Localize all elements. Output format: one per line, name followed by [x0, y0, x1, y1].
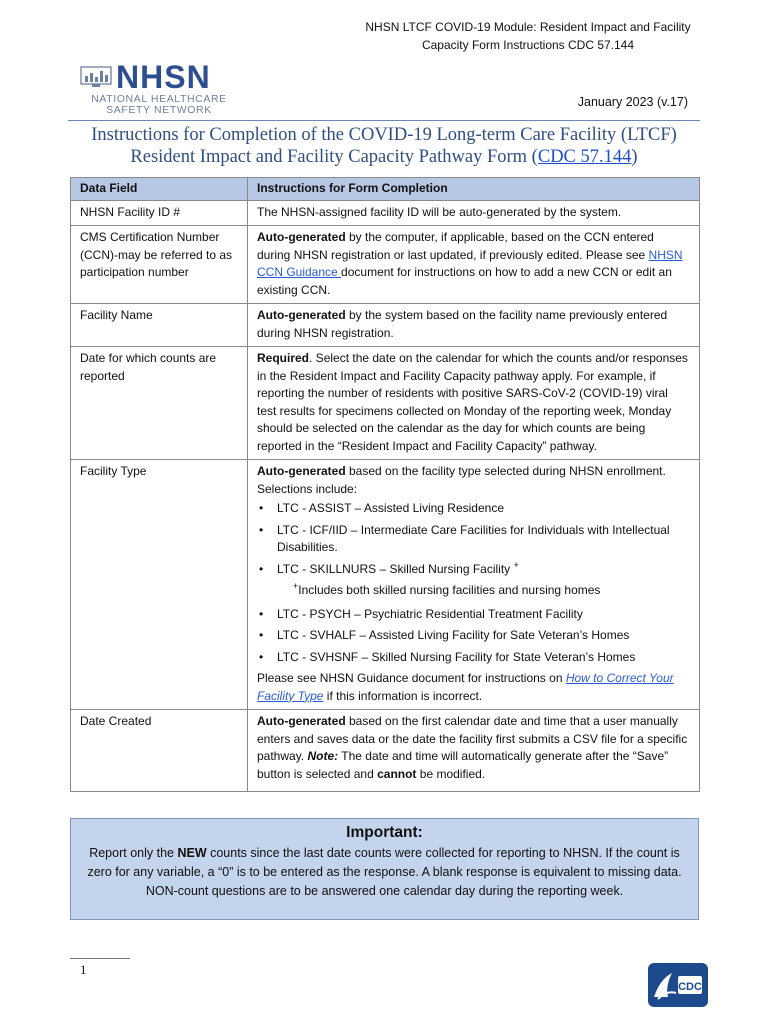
instruction-text: based on the first calendar date and time that a user manually enters and saves data or the date the facility first submits a CSV file for a specific pathway. — [257, 714, 688, 763]
logo-wordmark: NHSN — [116, 59, 211, 95]
important-callout — [70, 818, 699, 920]
list-item: • LTC - SVHALF – Assisted Living Facility for Sate Veteran’s Homes — [257, 627, 690, 645]
important-heading: Important: — [346, 824, 423, 841]
instruction-text: by the computer, if applicable, based on the CCN entered during NHSN registration or last updated, if previously edited. Please see — [257, 230, 654, 262]
cannot-label: cannot — [377, 766, 417, 781]
field-name-cell: NHSN Facility ID # — [71, 200, 248, 226]
nhsn-logo — [80, 60, 230, 120]
plus-superscript: + — [513, 559, 519, 570]
instruction-text: be modified. — [416, 766, 486, 781]
field-name-cell: CMS Certification Number (CCN)-may be referred to as participation number — [71, 226, 248, 304]
field-name-cell: Facility Type — [71, 460, 248, 710]
list-item: • LTC - ICF/IID – Intermediate Care Facilities for Individuals with Intellectual Disabilities. — [257, 522, 690, 557]
page-title — [68, 124, 700, 168]
instruction-cell: The NHSN-assigned facility ID will be auto-generated by the system. — [248, 200, 700, 226]
note-label: Note: — [307, 749, 339, 763]
title-rule — [68, 120, 700, 121]
page-title-line2-close: ) — [631, 147, 638, 167]
facility-type-list — [257, 606, 690, 667]
column-header-instructions: Instructions for Form Completion — [248, 178, 700, 201]
auto-generated-label: Auto-generated — [257, 230, 346, 244]
list-item: • LTC - SVHSNF – Skilled Nursing Facility for State Veteran’s Homes — [257, 649, 690, 667]
table-row — [71, 200, 700, 226]
page-title-line2-text: Resident Impact and Facility Capacity Pathway Form ( — [130, 147, 538, 167]
instruction-cell — [248, 710, 700, 792]
new-label: NEW — [177, 846, 207, 860]
instruction-text: document for instructions on how to add a new CCN or edit an existing CCN. — [257, 265, 672, 297]
correct-facility-type-link[interactable]: How to Correct Your Facility Type — [257, 671, 674, 703]
facility-type-list — [257, 500, 690, 578]
column-header-data-field: Data Field — [71, 178, 248, 201]
list-item: • LTC - PSYCH – Psychiatric Residential Treatment Facility — [257, 606, 690, 624]
field-name-cell: Date Created — [71, 710, 248, 792]
instruction-text: by the system based on the facility name previously entered during NHSN registration. — [257, 308, 668, 340]
version-date: January 2023 (v.17) — [577, 95, 688, 109]
running-header-line2: Capacity Form Instructions CDC 57.144 — [421, 38, 635, 52]
skilled-nursing-note — [257, 582, 690, 600]
table-row — [71, 304, 700, 347]
important-text-post: counts since the last date counts were collected for reporting to NHSN. If the count is zero for any variable, a “0” is to be entered as the response. A blank response is equivalent to missing data. NON-count questions are to be answered one calendar day during the reporting week. — [87, 846, 682, 898]
field-name-cell: Date for which counts are reported — [71, 347, 248, 460]
required-label: Required — [257, 351, 310, 365]
important-text-pre: Report only the — [89, 846, 178, 860]
instruction-cell — [248, 347, 700, 460]
table-header-row — [71, 178, 700, 201]
table-row — [71, 460, 700, 710]
footer-rule — [70, 958, 130, 959]
logo-subtitle-line2: SAFETY NETWORK — [106, 104, 212, 116]
running-header — [338, 18, 718, 54]
list-item-text: LTC - SKILLNURS – Skilled Nursing Facility — [277, 561, 514, 576]
cdc-logo-icon — [648, 963, 708, 1007]
cdc-logo-text: CDC — [678, 981, 702, 993]
instruction-text: Please see NHSN Guidance document for instructions on — [257, 671, 566, 685]
form-number-link[interactable]: CDC 57.144 — [537, 147, 632, 167]
auto-generated-label: Auto-generated — [257, 464, 346, 478]
page-number: 1 — [80, 962, 87, 977]
plus-superscript: + — [293, 581, 299, 591]
instruction-text: if this information is incorrect. — [323, 688, 483, 703]
facility-type-footnote — [257, 670, 690, 705]
list-item: • LTC - ASSIST – Assisted Living Residence — [257, 500, 690, 518]
ccn-guidance-link[interactable]: NHSN CCN Guidance — [257, 247, 683, 279]
list-item — [257, 561, 690, 579]
instructions-table — [70, 177, 700, 792]
note-text: Includes both skilled nursing facilities and nursing homes — [298, 583, 601, 597]
page-title-line1: Instructions for Completion of the COVID-19 Long-term Care Facility (LTCF) — [91, 125, 677, 145]
auto-generated-label: Auto-generated — [257, 714, 346, 728]
field-name-cell: Facility Name — [71, 304, 248, 347]
table-row — [71, 710, 700, 792]
important-text — [83, 844, 686, 901]
instruction-cell — [248, 226, 700, 304]
facility-type-intro — [257, 463, 690, 498]
page-title-line2 — [68, 146, 700, 168]
monitor-chart-icon — [80, 66, 114, 88]
instruction-text: The date and time will automatically generate after the “Save” button is selected and — [257, 749, 669, 781]
logo-subtitle-line1: NATIONAL HEALTHCARE — [91, 93, 227, 105]
instruction-text: . Select the date on the calendar for which the counts and/or responses in the Resident Impact and Facility Capacity pathway apply. For example, if reporting the number of residents with positive SARS-CoV-2 (COVID-19) viral test results for specimens collected on Monday of the reporting week, Monday should be selected on the calendar as the day for which counts are being reported in the “Resident Impact and Facility Capacity” pathway. — [257, 351, 688, 453]
instruction-text: based on the facility type selected during NHSN enrollment. Selections include: — [257, 464, 666, 496]
auto-generated-label: Auto-generated — [257, 308, 346, 322]
table-row — [71, 226, 700, 304]
running-header-line1: NHSN LTCF COVID-19 Module: Resident Impact and Facility — [365, 20, 691, 34]
instruction-cell — [248, 304, 700, 347]
logo-subtitle — [84, 94, 234, 116]
instruction-cell — [248, 460, 700, 710]
table-row — [71, 347, 700, 460]
